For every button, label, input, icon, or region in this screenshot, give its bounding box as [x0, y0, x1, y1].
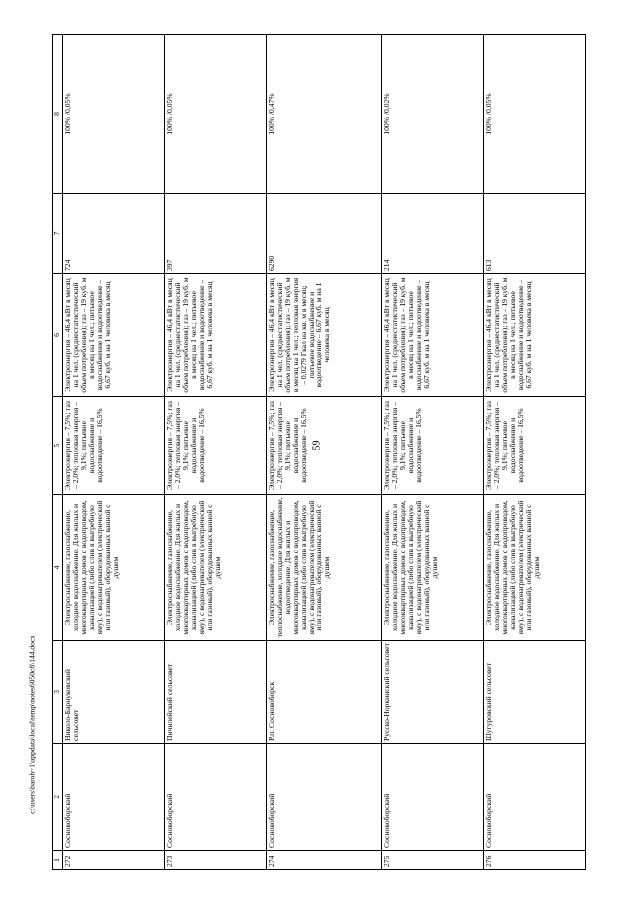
column-header: 8: [53, 35, 63, 194]
column-header: 7: [53, 194, 63, 274]
limit-cell: 100% /0,05%: [164, 35, 266, 194]
column-header: 6: [53, 274, 63, 397]
page-number: 59: [311, 440, 323, 451]
limit-cell: 100% /0,47%: [266, 35, 382, 194]
table-row: [266, 35, 382, 870]
column-header: 4: [53, 495, 63, 641]
shares-cell: Электроэнергия – 7,5%; газ – 2,0%; тепловая энергия – 9,1%; питьевое водоснабжение и водоотведение – 16,5%: [164, 397, 266, 495]
improvement-cell: Электроснабжение, газоснабжение, холодное водоснабжение. Для жилых и многоквартирных домов с водопроводом, канализацией (либо слив в выгребную яму), с водонагревателем (электрический или газовый), оборудованных ванной с душем: [484, 495, 586, 641]
norms-cell: Электроэнергия – 46,4 кВт в месяц на 1 чел. (среднестатистический объем потребления); газ – 19 куб. м в месяц на 1 чел.; питьевое водоснабжение и водоотведение – 6,67 куб. м на 1 человека в месяц: [484, 274, 586, 397]
limit-cell: 100% /0,05%: [484, 35, 586, 194]
norms-cell: Электроэнергия – 46,4 кВт в месяц на 1 чел. (среднестатистический объем потребления); газ – 19 куб. м в месяц на 1 чел.; тепловая энергия – 0,0279 Гкал на кв. м в месяц; питьевое водоснабжение и водоотведение – 6,67 куб. м на 1 человека в месяц: [266, 274, 382, 397]
row-number: 275: [382, 851, 484, 870]
improvement-cell: Электроснабжение, газоснабжение, холодное водоснабжение. Для жилых и многоквартирных домов с водопроводом, канализацией (либо слив в выгребную яму), с водонагревателем (электрический или газовый), оборудованных ванной с душем: [382, 495, 484, 641]
improvement-cell: Электроснабжение, газоснабжение, холодное водоснабжение. Для жилых и многоквартирных домов с водопроводом, канализацией (либо слив в выгребную яму), с водонагревателем (электрический или газовый), оборудованных ванной с душем: [63, 495, 165, 641]
population-cell: 214: [382, 194, 484, 274]
column-header: 5: [53, 397, 63, 495]
table-row: [164, 35, 266, 870]
shares-cell: Электроэнергия – 7,5%; газ – 2,0%; тепловая энергия – 9,1%; питьевое водоснабжение и водоотведение – 16,5%: [382, 397, 484, 495]
row-number: 274: [266, 851, 382, 870]
column-header: 2: [53, 744, 63, 851]
population-cell: 397: [164, 194, 266, 274]
tariff-table: [52, 34, 586, 870]
settlement-cell: Николо-Барнуковский сельсовет: [63, 641, 165, 744]
improvement-cell: Электроснабжение, газоснабжение, холодное водоснабжение. Для жилых и многоквартирных домов с водопроводом, канализацией (либо слив в выгребную яму), с водонагревателем (электрический или газовый), оборудованных ванной с душем: [164, 495, 266, 641]
settlement-cell: Пичилейский сельсовет: [164, 641, 266, 744]
settlement-cell: Русско-Норкинский сельсовет: [382, 641, 484, 744]
table-row: [63, 35, 165, 870]
district-cell: Сосновоборский: [382, 744, 484, 851]
shares-cell: Электроэнергия – 7,5%; газ – 2,0%; тепловая энергия – 9,1%; питьевое водоснабжение и водоотведение – 16,5%: [484, 397, 586, 495]
population-cell: 613: [484, 194, 586, 274]
table-row: [382, 35, 484, 870]
document-sheet: [52, 35, 586, 870]
column-header: 3: [53, 641, 63, 744]
limit-cell: 100% /0,02%: [382, 35, 484, 194]
improvement-cell: Электроснабжение, газоснабжение, теплоснабжение, холодное водоснабжение, водоотведение. Для жилых и многоквартирных домов с водопроводом, канализацией (либо слив в выгребную яму), с водонагревателем (электрический или газовый), оборудованных ванной с душем: [266, 495, 382, 641]
shares-cell: Электроэнергия – 7,5%; газ – 2,0%; тепловая энергия – 9,1%; питьевое водоснабжение и водоотведение – 16,5%: [63, 397, 165, 495]
row-number: 273: [164, 851, 266, 870]
settlement-cell: Р.п. Сосновоборск: [266, 641, 382, 744]
district-cell: Сосновоборский: [484, 744, 586, 851]
norms-cell: Электроэнергия – 46,4 кВт в месяц на 1 чел. (среднестатистический объем потребления); газ – 19 куб. м в месяц на 1 чел.; питьевое водоснабжение и водоотведение – 6,67 куб. м на 1 человека в месяц: [63, 274, 165, 397]
district-cell: Сосновоборский: [164, 744, 266, 851]
footer-file-path: c:\users\baroh~1\appdata\local\temp\notes6050c8\144.docx: [27, 635, 37, 814]
column-number-row: [53, 35, 63, 870]
population-cell: 724: [63, 194, 165, 274]
district-cell: Сосновоборский: [266, 744, 382, 851]
population-cell: 6290: [266, 194, 382, 274]
limit-cell: 100% /0,05%: [63, 35, 165, 194]
table-row: [484, 35, 586, 870]
settlement-cell: Шугуровский сельсовет: [484, 641, 586, 744]
norms-cell: Электроэнергия – 46,4 кВт в месяц на 1 чел. (среднестатистический объем потребления); газ – 19 куб. м в месяц на 1 чел.; питьевое водоснабжение и водоотведение – 6,67 куб. м на 1 человека в месяц: [164, 274, 266, 397]
norms-cell: Электроэнергия – 46,4 кВт в месяц на 1 чел. (среднестатистический объем потребления); газ – 19 куб. м в месяц на 1 чел.; питьевое водоснабжение и водоотведение – 6,67 куб. м на 1 человека в месяц: [382, 274, 484, 397]
row-number: 272: [63, 851, 165, 870]
column-header: 1: [53, 851, 63, 870]
district-cell: Сосновоборский: [63, 744, 165, 851]
shares-cell: Электроэнергия – 7,5%; газ – 2,0%; тепловая энергия – 9,1%; питьевое водоснабжение и водоотведение – 16,5%: [266, 397, 382, 495]
row-number: 276: [484, 851, 586, 870]
